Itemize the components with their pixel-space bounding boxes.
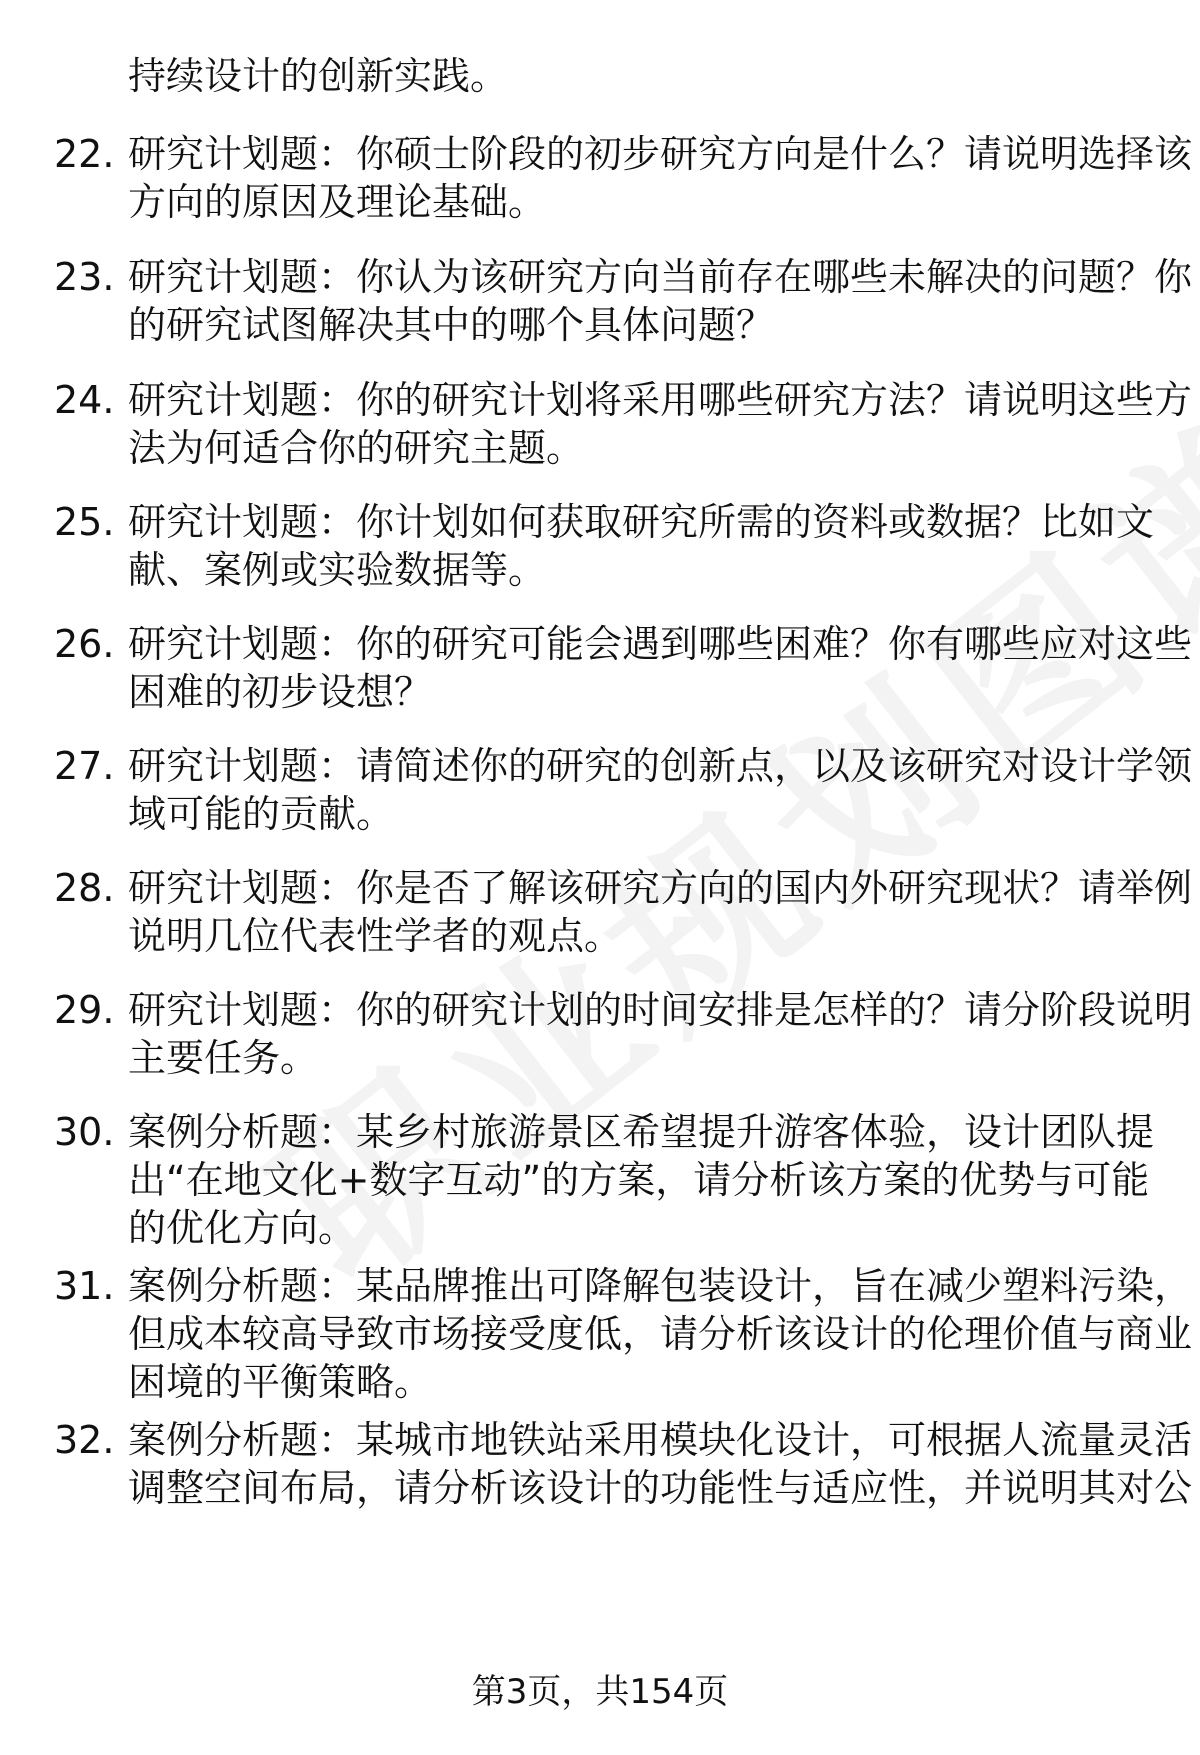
item-number: 22. [54, 132, 115, 176]
item-number: 30. [54, 1110, 115, 1154]
item-text: 研究计划题：你的研究可能会遇到哪些困难？你有哪些应对这些 [128, 622, 1193, 666]
item-text: 的优化方向。 [128, 1206, 357, 1250]
item-text: 调整空间布局，请分析该设计的功能性与适应性，并说明其对公 [128, 1466, 1193, 1510]
item-number: 32. [54, 1418, 115, 1462]
item-text: 研究计划题：你计划如何获取研究所需的资料或数据？比如文 [128, 500, 1155, 544]
item-number: 26. [54, 622, 115, 666]
item-text: 研究计划题：你认为该研究方向当前存在哪些未解决的问题？你 [128, 255, 1193, 299]
item-text: 献、案例或实验数据等。 [128, 548, 547, 592]
item-text: 困境的平衡策略。 [128, 1360, 433, 1404]
item-text: 困难的初步设想？ [128, 670, 433, 714]
page-footer: 第3页，共154页 [471, 1672, 729, 1712]
item-number: 23. [54, 255, 115, 299]
item-text: 的研究试图解决其中的哪个具体问题？ [128, 303, 775, 347]
item-number: 24. [54, 378, 115, 422]
item-text: 研究计划题：你是否了解该研究方向的国内外研究现状？请举例 [128, 866, 1193, 910]
item-text: 案例分析题：某城市地铁站采用模块化设计，可根据人流量灵活 [128, 1418, 1193, 1462]
item-number: 28. [54, 866, 115, 910]
item-text: 说明几位代表性学者的观点。 [128, 914, 623, 958]
item-text: 案例分析题：某品牌推出可降解包装设计，旨在减少塑料污染， [128, 1264, 1193, 1308]
item-text: 但成本较高导致市场接受度低，请分析该设计的伦理价值与商业 [128, 1312, 1193, 1356]
item-text: 研究计划题：你的研究计划将采用哪些研究方法？请说明这些方 [128, 378, 1193, 422]
item-number: 25. [54, 500, 115, 544]
item-text: 方向的原因及理论基础。 [128, 180, 547, 224]
item-text: 研究计划题：请简述你的研究的创新点，以及该研究对设计学领 [128, 744, 1193, 788]
item-text: 案例分析题：某乡村旅游景区希望提升游客体验，设计团队提 [128, 1110, 1155, 1154]
item-text: 出“在地文化+数字互动”的方案，请分析该方案的优势与可能 [128, 1158, 1150, 1202]
item-text: 域可能的贡献。 [128, 792, 395, 836]
item-number: 31. [54, 1264, 115, 1308]
item-text: 研究计划题：你的研究计划的时间安排是怎样的？请分阶段说明 [128, 988, 1193, 1032]
item-text: 主要任务。 [128, 1036, 319, 1080]
item-text: 法为何适合你的研究主题。 [128, 426, 585, 470]
item-number: 27. [54, 744, 115, 788]
item-number: 29. [54, 988, 115, 1032]
item-text: 研究计划题：你硕士阶段的初步研究方向是什么？请说明选择该 [128, 132, 1193, 176]
